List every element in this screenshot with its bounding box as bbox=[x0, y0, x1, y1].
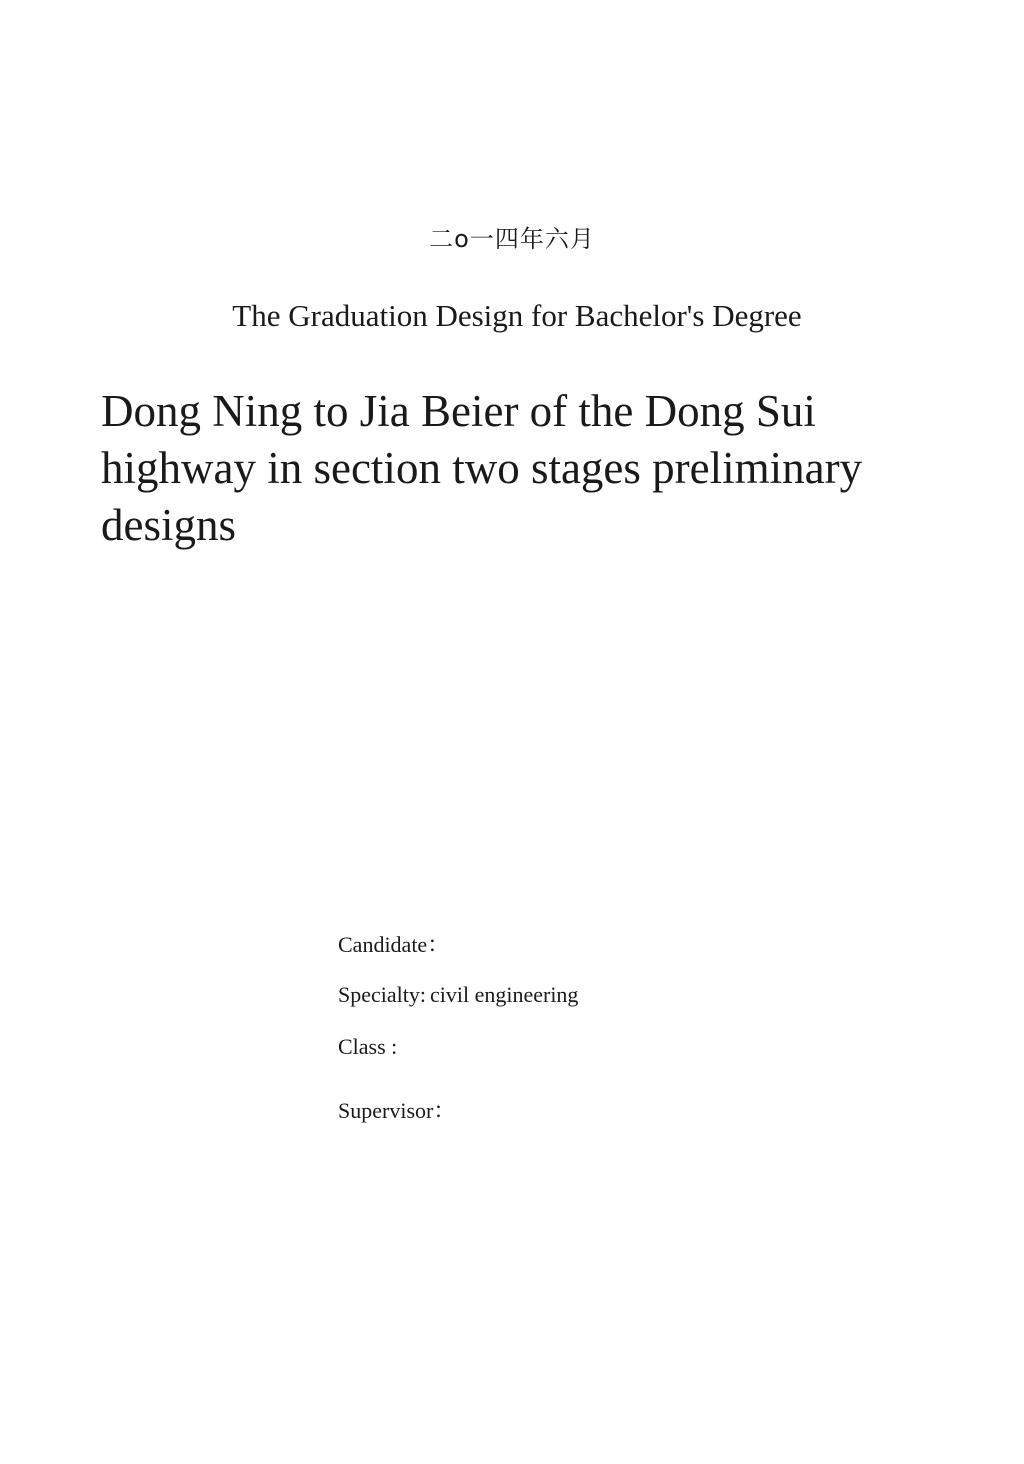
candidate-row bbox=[338, 928, 449, 959]
supervisor-label: Supervisor： bbox=[338, 1098, 456, 1123]
date-line: 二o一四年六月 bbox=[429, 225, 595, 253]
class-label: Class : bbox=[338, 1034, 398, 1059]
specialty-value: civil engineering bbox=[429, 982, 579, 1007]
supervisor-row bbox=[338, 1094, 455, 1125]
degree-heading: The Graduation Design for Bachelor's Degree bbox=[232, 298, 802, 333]
specialty-row bbox=[338, 982, 578, 1008]
candidate-label: Candidate： bbox=[338, 932, 450, 957]
specialty-label: Specialty: bbox=[338, 982, 426, 1007]
class-row bbox=[338, 1034, 397, 1060]
thesis-title: Dong Ning to Jia Beier of the Dong Sui highway in section two stages preliminary designs bbox=[101, 386, 863, 550]
